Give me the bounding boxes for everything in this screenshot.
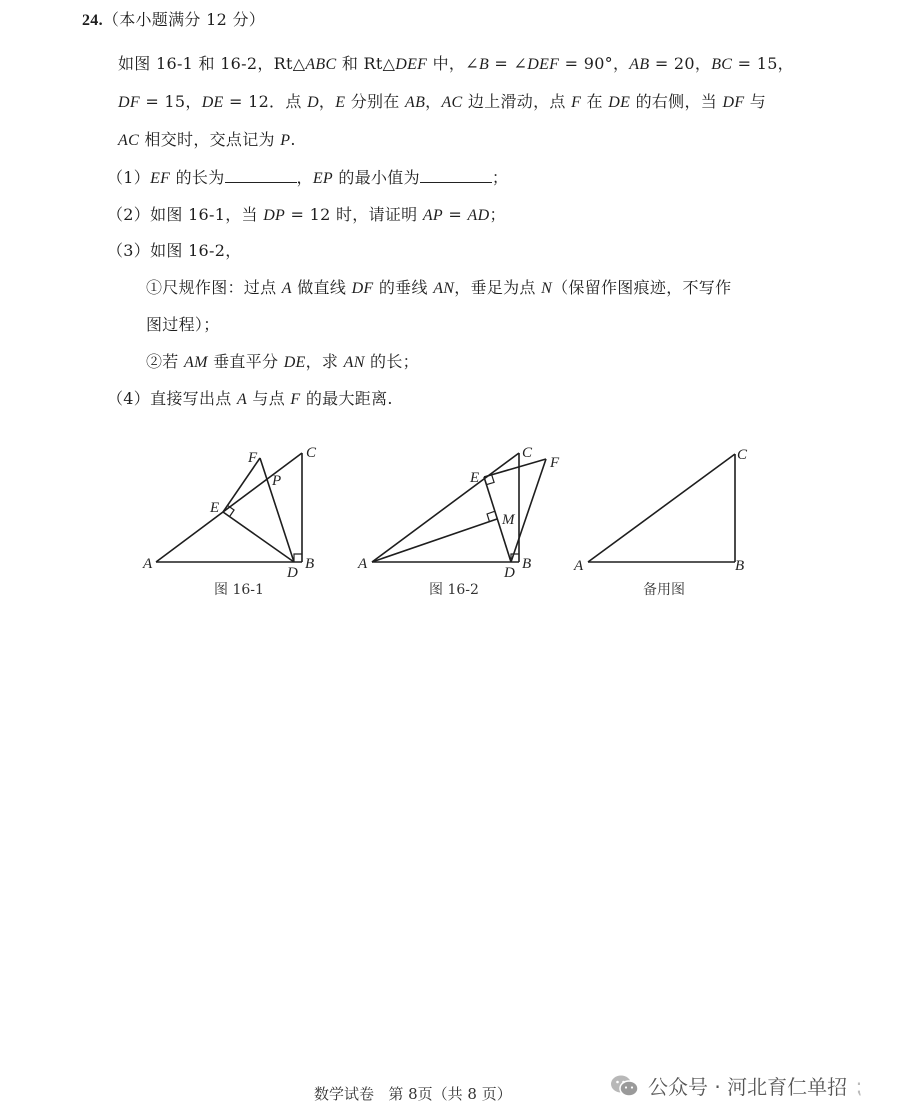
- text: ，垂足为点: [454, 278, 542, 297]
- text: .: [290, 130, 296, 149]
- math-symbol: DF: [722, 94, 745, 111]
- text: 中，∠: [427, 54, 479, 73]
- text: 的长为: [170, 168, 225, 187]
- text: （1）: [107, 168, 151, 187]
- text: 的最小值为: [333, 168, 420, 187]
- point-label-E: E: [470, 470, 480, 486]
- point-label-E: E: [210, 500, 220, 516]
- point-label-F: F: [248, 450, 258, 466]
- figure-fig16-2: [357, 445, 560, 581]
- math-symbol: F: [571, 94, 582, 111]
- point-label-C: C: [522, 445, 533, 461]
- text: 与点: [247, 389, 291, 408]
- caption-backup: 备用图: [643, 582, 685, 598]
- text: = 12．点: [223, 92, 308, 111]
- watermark-text: 公众号 · 河北育仁单招: [648, 1075, 848, 1099]
- text: ，: [318, 92, 336, 111]
- point-label-C: C: [737, 447, 748, 463]
- math-symbol: DE: [283, 354, 306, 371]
- math-symbol: AN: [343, 354, 365, 371]
- figure-fig16-1: [142, 445, 317, 581]
- points-note: （本小题满分 12 分）: [102, 10, 266, 29]
- segment-DE: [223, 512, 294, 562]
- figure-fig-backup: [573, 447, 748, 574]
- text: = 20，: [649, 54, 712, 73]
- math-symbol: AD: [467, 207, 490, 224]
- segment-AC: [588, 454, 735, 562]
- text: 做直线: [291, 278, 352, 297]
- point-label-D: D: [287, 565, 298, 581]
- point-label-P: P: [272, 473, 282, 489]
- math-symbol: AB: [405, 94, 426, 111]
- text: 与: [744, 92, 767, 111]
- math-symbol: D: [307, 94, 319, 111]
- text: ①尺规作图：过点: [146, 278, 282, 297]
- footer-subject: 数学试卷: [314, 1085, 375, 1103]
- math-symbol: AC: [118, 132, 140, 149]
- math-symbol: B: [478, 56, 490, 73]
- text: ②若: [146, 352, 184, 371]
- math-symbol: EP: [312, 170, 334, 187]
- text: 和 Rt△: [336, 54, 396, 73]
- math-symbol: E: [335, 94, 346, 111]
- math-symbol: DF: [351, 280, 374, 297]
- text: =: [443, 205, 468, 224]
- point-label-B: B: [735, 558, 745, 574]
- text: = 15，: [732, 54, 794, 73]
- math-symbol: AP: [422, 207, 444, 224]
- point-label-A: A: [358, 556, 368, 572]
- segment-FD: [511, 459, 546, 562]
- math-symbol: F: [290, 391, 301, 408]
- text: 在: [581, 92, 609, 111]
- text: ，: [425, 92, 442, 111]
- math-symbol: ABC: [305, 56, 337, 73]
- math-symbol: N: [541, 280, 553, 297]
- text: ，求: [305, 352, 344, 371]
- point-label-A: A: [574, 558, 584, 574]
- text: 垂直平分: [207, 352, 284, 371]
- math-symbol: DE: [201, 94, 224, 111]
- text: ；: [489, 205, 506, 224]
- text: ，: [296, 168, 313, 187]
- math-symbol: AN: [433, 280, 455, 297]
- text: 如图 16-1 和 16-2，Rt△: [118, 54, 306, 73]
- point-label-B: B: [522, 556, 532, 572]
- math-symbol: DE: [608, 94, 631, 111]
- right-angle-marker: [294, 554, 302, 562]
- math-symbol: EF: [150, 170, 171, 187]
- text: （4）直接写出点: [107, 389, 237, 408]
- text: 分别在: [345, 92, 405, 111]
- point-label-F: F: [550, 455, 560, 471]
- math-symbol: AB: [629, 56, 650, 73]
- segment-EF: [484, 459, 546, 477]
- math-symbol: BC: [711, 56, 733, 73]
- math-symbol: AM: [184, 354, 208, 371]
- footer-page: 第 8页（共 8 页）: [388, 1085, 512, 1103]
- text: （2）如图 16-1，当: [107, 205, 264, 224]
- segment-AC: [156, 453, 302, 562]
- segment-AC: [372, 453, 519, 562]
- text: = 15，: [139, 92, 202, 111]
- text: 的右侧，当: [630, 92, 723, 111]
- math-symbol: P: [280, 132, 291, 149]
- watermark-trailing: ⁏: [855, 1073, 862, 1098]
- math-symbol: AC: [441, 94, 463, 111]
- text: 相交时，交点记为: [139, 130, 281, 149]
- point-label-M: M: [502, 512, 515, 528]
- text: 边上滑动，点: [462, 92, 572, 111]
- math-symbol: DEF: [527, 56, 560, 73]
- point-label-C: C: [306, 445, 317, 461]
- point-label-A: A: [143, 556, 153, 572]
- text: 图过程）；: [146, 315, 220, 334]
- caption-fig16-1: 图 16-1: [214, 582, 264, 598]
- text: （保留作图痕迹，不写作: [552, 278, 732, 297]
- segment-EF: [223, 458, 260, 512]
- text: ；: [491, 168, 509, 187]
- text: 的垂线: [373, 278, 434, 297]
- text: = 90°，: [559, 54, 630, 73]
- math-symbol: A: [236, 391, 248, 408]
- text: 的最大距离.: [300, 389, 393, 408]
- text: = ∠: [489, 54, 528, 73]
- math-symbol: A: [281, 280, 292, 297]
- point-label-B: B: [305, 556, 315, 572]
- point-label-D: D: [504, 565, 515, 581]
- watermark: [610, 1071, 862, 1100]
- caption-fig16-2: 图 16-2: [429, 582, 479, 598]
- text: （3）如图 16-2，: [107, 241, 242, 260]
- page-footer: [314, 1083, 512, 1104]
- math-symbol: DEF: [395, 56, 428, 73]
- text: = 12 时，请证明: [285, 205, 423, 224]
- segment-AM: [372, 519, 497, 562]
- wechat-icon: [610, 1074, 640, 1098]
- text: 的长；: [364, 352, 419, 371]
- math-symbol: DP: [263, 207, 286, 224]
- question-number: 24.: [82, 12, 103, 29]
- math-symbol: DF: [118, 94, 140, 111]
